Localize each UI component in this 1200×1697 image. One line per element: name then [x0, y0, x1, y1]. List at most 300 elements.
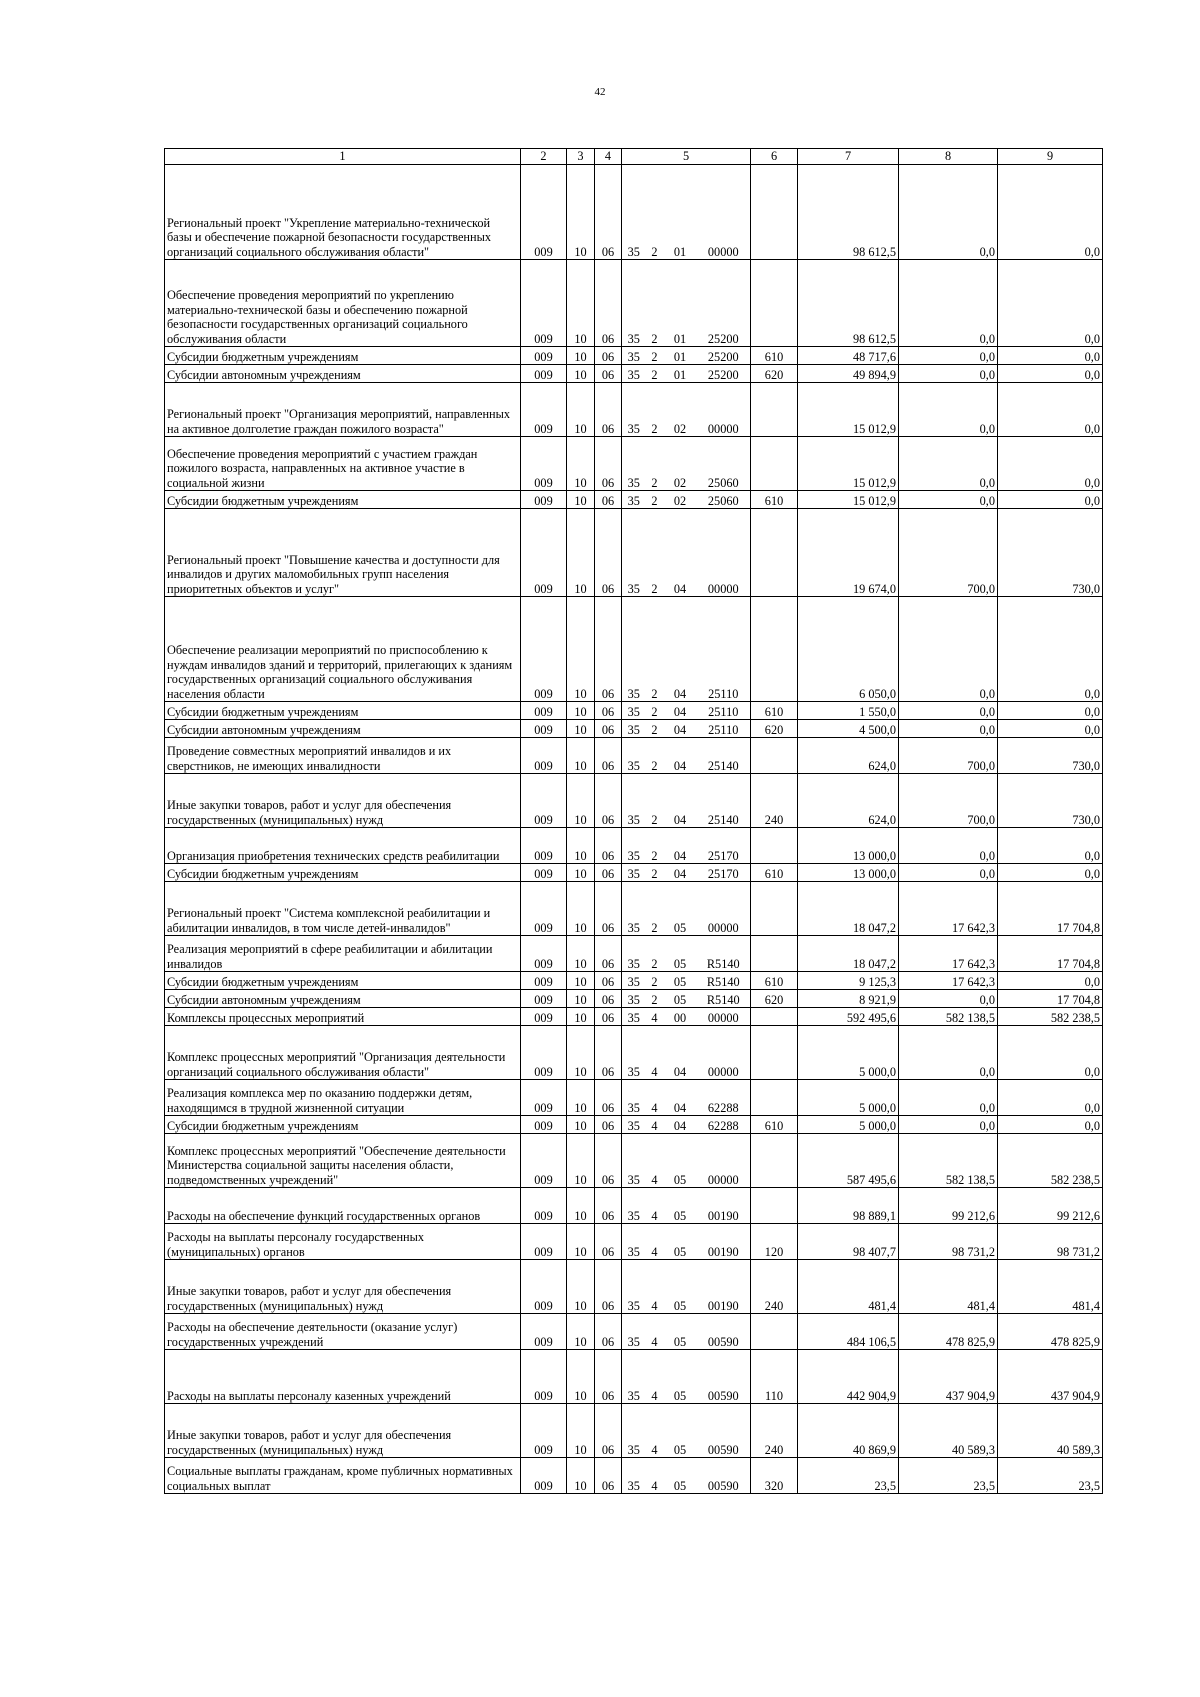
target-subtype-code: 04	[664, 738, 697, 774]
target-direction-code: 25200	[697, 365, 751, 383]
amount-year3: 730,0	[998, 774, 1103, 828]
target-subtype-code: 05	[664, 1314, 697, 1350]
expense-type-code	[751, 509, 798, 597]
header-cell: 9	[998, 149, 1103, 165]
target-program-code: 35	[622, 1314, 646, 1350]
section-code: 10	[567, 702, 595, 720]
expense-type-code: 610	[751, 1116, 798, 1134]
amount-year1: 23,5	[798, 1458, 899, 1494]
section-code: 10	[567, 347, 595, 365]
amount-year3: 17 704,8	[998, 990, 1103, 1008]
target-program-code: 35	[622, 990, 646, 1008]
target-subtype-code: 05	[664, 1224, 697, 1260]
expense-type-code: 610	[751, 864, 798, 882]
table-row	[165, 738, 1103, 774]
subsection-code: 06	[595, 383, 622, 437]
amount-year1: 5 000,0	[798, 1026, 899, 1080]
target-subtype-code: 00	[664, 1008, 697, 1026]
target-program-code: 35	[622, 437, 646, 491]
section-code: 10	[567, 1350, 595, 1404]
expense-type-code	[751, 1080, 798, 1116]
grbs-code: 009	[521, 864, 567, 882]
table-body	[165, 165, 1103, 1494]
subsection-code: 06	[595, 509, 622, 597]
target-direction-code: 25200	[697, 347, 751, 365]
amount-year2: 0,0	[899, 1116, 998, 1134]
amount-year1: 98 889,1	[798, 1188, 899, 1224]
target-direction-code: 00590	[697, 1314, 751, 1350]
amount-year1: 19 674,0	[798, 509, 899, 597]
header-cell: 3	[567, 149, 595, 165]
target-direction-code: 62288	[697, 1116, 751, 1134]
target-subtype-code: 04	[664, 720, 697, 738]
header-cell: 6	[751, 149, 798, 165]
amount-year2: 437 904,9	[899, 1350, 998, 1404]
target-subtype-code: 05	[664, 882, 697, 936]
target-program-code: 35	[622, 828, 646, 864]
amount-year2: 478 825,9	[899, 1314, 998, 1350]
expense-type-code: 610	[751, 972, 798, 990]
amount-year2: 700,0	[899, 738, 998, 774]
section-code: 10	[567, 864, 595, 882]
target-direction-code: 00000	[697, 383, 751, 437]
row-name: Социальные выплаты гражданам, кроме публичных нормативных социальных выплат	[165, 1458, 521, 1494]
target-subtype-code: 01	[664, 365, 697, 383]
target-program-code: 35	[622, 509, 646, 597]
target-direction-code: 00000	[697, 1134, 751, 1188]
table-row	[165, 1008, 1103, 1026]
expense-type-code	[751, 828, 798, 864]
amount-year1: 98 407,7	[798, 1224, 899, 1260]
grbs-code: 009	[521, 165, 567, 260]
expense-type-code: 620	[751, 990, 798, 1008]
row-name: Реализация комплекса мер по оказанию поддержки детям, находящимся в трудной жизненной ситуации	[165, 1080, 521, 1116]
amount-year1: 98 612,5	[798, 165, 899, 260]
target-subtype-code: 05	[664, 936, 697, 972]
row-name: Комплекс процессных мероприятий "Обеспечение деятельности Министерства социальной защиты населения области, подведомственных учреждений"	[165, 1134, 521, 1188]
section-code: 10	[567, 1116, 595, 1134]
expense-type-code	[751, 437, 798, 491]
amount-year1: 13 000,0	[798, 828, 899, 864]
grbs-code: 009	[521, 828, 567, 864]
amount-year1: 624,0	[798, 738, 899, 774]
target-program-code: 35	[622, 365, 646, 383]
target-subtype-code: 04	[664, 774, 697, 828]
target-subtype-code: 01	[664, 347, 697, 365]
budget-table	[164, 148, 1103, 1494]
target-program-code: 35	[622, 1224, 646, 1260]
subsection-code: 06	[595, 437, 622, 491]
expense-type-code	[751, 882, 798, 936]
amount-year2: 582 138,5	[899, 1008, 998, 1026]
section-code: 10	[567, 738, 595, 774]
amount-year3: 437 904,9	[998, 1350, 1103, 1404]
target-program-code: 35	[622, 1260, 646, 1314]
row-name: Расходы на выплаты персоналу казенных учреждений	[165, 1350, 521, 1404]
row-name: Субсидии бюджетным учреждениям	[165, 347, 521, 365]
target-subtype-code: 01	[664, 260, 697, 347]
table-row	[165, 774, 1103, 828]
section-code: 10	[567, 383, 595, 437]
amount-year3: 17 704,8	[998, 936, 1103, 972]
target-program-code: 35	[622, 1404, 646, 1458]
table-row	[165, 936, 1103, 972]
subsection-code: 06	[595, 1404, 622, 1458]
expense-type-code: 240	[751, 1404, 798, 1458]
amount-year2: 0,0	[899, 702, 998, 720]
grbs-code: 009	[521, 1188, 567, 1224]
header-cell: 2	[521, 149, 567, 165]
subsection-code: 06	[595, 720, 622, 738]
amount-year2: 0,0	[899, 864, 998, 882]
target-subtype-code: 02	[664, 383, 697, 437]
subsection-code: 06	[595, 347, 622, 365]
amount-year2: 0,0	[899, 347, 998, 365]
target-subtype-code: 05	[664, 990, 697, 1008]
table-row	[165, 347, 1103, 365]
target-type-code: 4	[646, 1134, 664, 1188]
amount-year3: 0,0	[998, 864, 1103, 882]
amount-year1: 18 047,2	[798, 936, 899, 972]
subsection-code: 06	[595, 702, 622, 720]
target-program-code: 35	[622, 882, 646, 936]
target-program-code: 35	[622, 1458, 646, 1494]
row-name: Субсидии бюджетным учреждениям	[165, 491, 521, 509]
subsection-code: 06	[595, 972, 622, 990]
target-subtype-code: 04	[664, 828, 697, 864]
row-name: Субсидии автономным учреждениям	[165, 720, 521, 738]
target-subtype-code: 04	[664, 1116, 697, 1134]
target-subtype-code: 02	[664, 491, 697, 509]
target-type-code: 4	[646, 1224, 664, 1260]
grbs-code: 009	[521, 1458, 567, 1494]
target-direction-code: 00000	[697, 882, 751, 936]
table-row	[165, 1314, 1103, 1350]
subsection-code: 06	[595, 260, 622, 347]
section-code: 10	[567, 597, 595, 702]
row-name: Субсидии бюджетным учреждениям	[165, 972, 521, 990]
table-row	[165, 383, 1103, 437]
target-subtype-code: 04	[664, 864, 697, 882]
expense-type-code	[751, 1314, 798, 1350]
target-type-code: 4	[646, 1458, 664, 1494]
section-code: 10	[567, 828, 595, 864]
grbs-code: 009	[521, 1026, 567, 1080]
expense-type-code: 240	[751, 774, 798, 828]
target-direction-code: 00000	[697, 509, 751, 597]
expense-type-code	[751, 936, 798, 972]
grbs-code: 009	[521, 1314, 567, 1350]
expense-type-code: 610	[751, 702, 798, 720]
grbs-code: 009	[521, 1080, 567, 1116]
section-code: 10	[567, 1224, 595, 1260]
amount-year2: 23,5	[899, 1458, 998, 1494]
amount-year3: 0,0	[998, 1080, 1103, 1116]
amount-year3: 23,5	[998, 1458, 1103, 1494]
table-row	[165, 990, 1103, 1008]
section-code: 10	[567, 882, 595, 936]
amount-year3: 0,0	[998, 165, 1103, 260]
target-subtype-code: 05	[664, 1350, 697, 1404]
target-type-code: 2	[646, 990, 664, 1008]
grbs-code: 009	[521, 1116, 567, 1134]
expense-type-code: 320	[751, 1458, 798, 1494]
section-code: 10	[567, 936, 595, 972]
amount-year2: 0,0	[899, 828, 998, 864]
target-direction-code: 25060	[697, 437, 751, 491]
expense-type-code	[751, 738, 798, 774]
target-subtype-code: 05	[664, 1404, 697, 1458]
target-direction-code: 00000	[697, 165, 751, 260]
amount-year1: 481,4	[798, 1260, 899, 1314]
row-name: Иные закупки товаров, работ и услуг для обеспечения государственных (муниципальных) нужд	[165, 774, 521, 828]
section-code: 10	[567, 1404, 595, 1458]
amount-year2: 17 642,3	[899, 936, 998, 972]
row-name: Расходы на обеспечение функций государственных органов	[165, 1188, 521, 1224]
amount-year3: 0,0	[998, 260, 1103, 347]
subsection-code: 06	[595, 1224, 622, 1260]
target-type-code: 2	[646, 882, 664, 936]
subsection-code: 06	[595, 1134, 622, 1188]
amount-year2: 0,0	[899, 365, 998, 383]
grbs-code: 009	[521, 882, 567, 936]
amount-year1: 442 904,9	[798, 1350, 899, 1404]
subsection-code: 06	[595, 738, 622, 774]
section-code: 10	[567, 509, 595, 597]
grbs-code: 009	[521, 774, 567, 828]
grbs-code: 009	[521, 1350, 567, 1404]
row-name: Региональный проект "Система комплексной реабилитации и абилитации инвалидов, в том числе детей-инвалидов"	[165, 882, 521, 936]
grbs-code: 009	[521, 720, 567, 738]
target-type-code: 2	[646, 347, 664, 365]
table-row	[165, 1188, 1103, 1224]
amount-year2: 40 589,3	[899, 1404, 998, 1458]
target-type-code: 4	[646, 1116, 664, 1134]
subsection-code: 06	[595, 882, 622, 936]
target-program-code: 35	[622, 1026, 646, 1080]
page-number: 42	[594, 86, 606, 98]
target-subtype-code: 05	[664, 1260, 697, 1314]
target-subtype-code: 04	[664, 1080, 697, 1116]
target-direction-code: 25170	[697, 864, 751, 882]
grbs-code: 009	[521, 738, 567, 774]
target-subtype-code: 04	[664, 1026, 697, 1080]
amount-year1: 49 894,9	[798, 365, 899, 383]
subsection-code: 06	[595, 1188, 622, 1224]
target-direction-code: R5140	[697, 972, 751, 990]
target-type-code: 4	[646, 1260, 664, 1314]
row-name: Комплексы процессных мероприятий	[165, 1008, 521, 1026]
row-name: Обеспечение реализации мероприятий по приспособлению к нуждам инвалидов зданий и территорий, прилегающих к зданиям государственных организаций социального обслуживания населения области	[165, 597, 521, 702]
target-direction-code: 00590	[697, 1458, 751, 1494]
table-row	[165, 1404, 1103, 1458]
grbs-code: 009	[521, 936, 567, 972]
target-type-code: 2	[646, 972, 664, 990]
target-type-code: 4	[646, 1008, 664, 1026]
subsection-code: 06	[595, 597, 622, 702]
target-direction-code: 00590	[697, 1350, 751, 1404]
grbs-code: 009	[521, 491, 567, 509]
target-program-code: 35	[622, 702, 646, 720]
amount-year3: 0,0	[998, 1026, 1103, 1080]
amount-year2: 0,0	[899, 260, 998, 347]
target-type-code: 2	[646, 828, 664, 864]
section-code: 10	[567, 1008, 595, 1026]
target-type-code: 2	[646, 383, 664, 437]
target-type-code: 2	[646, 864, 664, 882]
subsection-code: 06	[595, 1026, 622, 1080]
row-name: Субсидии автономным учреждениям	[165, 990, 521, 1008]
target-direction-code: 25170	[697, 828, 751, 864]
amount-year2: 99 212,6	[899, 1188, 998, 1224]
row-name: Организация приобретения технических средств реабилитации	[165, 828, 521, 864]
grbs-code: 009	[521, 1260, 567, 1314]
grbs-code: 009	[521, 1224, 567, 1260]
subsection-code: 06	[595, 828, 622, 864]
row-name: Региональный проект "Организация мероприятий, направленных на активное долголетие граждан пожилого возраста"	[165, 383, 521, 437]
table-row	[165, 491, 1103, 509]
target-direction-code: 25060	[697, 491, 751, 509]
amount-year1: 624,0	[798, 774, 899, 828]
header-cell: 4	[595, 149, 622, 165]
amount-year1: 5 000,0	[798, 1080, 899, 1116]
amount-year2: 700,0	[899, 509, 998, 597]
target-direction-code: 25110	[697, 597, 751, 702]
amount-year1: 484 106,5	[798, 1314, 899, 1350]
target-type-code: 4	[646, 1080, 664, 1116]
subsection-code: 06	[595, 774, 622, 828]
section-code: 10	[567, 774, 595, 828]
amount-year1: 8 921,9	[798, 990, 899, 1008]
target-program-code: 35	[622, 1134, 646, 1188]
grbs-code: 009	[521, 260, 567, 347]
grbs-code: 009	[521, 347, 567, 365]
row-name: Региональный проект "Укрепление материально-технической базы и обеспечение пожарной безопасности государственных организаций социального обслуживания области"	[165, 165, 521, 260]
table-row	[165, 1458, 1103, 1494]
table-row	[165, 509, 1103, 597]
subsection-code: 06	[595, 990, 622, 1008]
amount-year2: 582 138,5	[899, 1134, 998, 1188]
amount-year2: 0,0	[899, 720, 998, 738]
row-name: Региональный проект "Повышение качества и доступности для инвалидов и других маломобильных групп населения приоритетных объектов и услуг"	[165, 509, 521, 597]
target-direction-code: 25140	[697, 774, 751, 828]
amount-year3: 582 238,5	[998, 1008, 1103, 1026]
target-direction-code: 00190	[697, 1188, 751, 1224]
amount-year3: 99 212,6	[998, 1188, 1103, 1224]
expense-type-code: 610	[751, 347, 798, 365]
target-program-code: 35	[622, 936, 646, 972]
target-program-code: 35	[622, 165, 646, 260]
expense-type-code: 620	[751, 720, 798, 738]
target-type-code: 2	[646, 702, 664, 720]
target-type-code: 2	[646, 437, 664, 491]
row-name: Субсидии бюджетным учреждениям	[165, 702, 521, 720]
table-row	[165, 1224, 1103, 1260]
amount-year2: 0,0	[899, 165, 998, 260]
header-cell: 1	[165, 149, 521, 165]
amount-year3: 0,0	[998, 720, 1103, 738]
amount-year1: 1 550,0	[798, 702, 899, 720]
target-program-code: 35	[622, 260, 646, 347]
subsection-code: 06	[595, 936, 622, 972]
target-direction-code: 00190	[697, 1224, 751, 1260]
target-direction-code: 00000	[697, 1026, 751, 1080]
table-row	[165, 365, 1103, 383]
target-program-code: 35	[622, 347, 646, 365]
amount-year1: 13 000,0	[798, 864, 899, 882]
section-code: 10	[567, 1314, 595, 1350]
table-row	[165, 1080, 1103, 1116]
amount-year2: 17 642,3	[899, 882, 998, 936]
header-row	[165, 149, 1103, 165]
section-code: 10	[567, 1260, 595, 1314]
row-name: Субсидии автономным учреждениям	[165, 365, 521, 383]
amount-year2: 0,0	[899, 491, 998, 509]
expense-type-code	[751, 1008, 798, 1026]
table-row	[165, 260, 1103, 347]
grbs-code: 009	[521, 383, 567, 437]
section-code: 10	[567, 720, 595, 738]
section-code: 10	[567, 1458, 595, 1494]
subsection-code: 06	[595, 1260, 622, 1314]
target-subtype-code: 05	[664, 1458, 697, 1494]
target-type-code: 4	[646, 1188, 664, 1224]
section-code: 10	[567, 990, 595, 1008]
amount-year1: 40 869,9	[798, 1404, 899, 1458]
grbs-code: 009	[521, 509, 567, 597]
table-row	[165, 597, 1103, 702]
table-row	[165, 882, 1103, 936]
grbs-code: 009	[521, 972, 567, 990]
target-type-code: 4	[646, 1026, 664, 1080]
subsection-code: 06	[595, 491, 622, 509]
amount-year1: 5 000,0	[798, 1116, 899, 1134]
amount-year2: 0,0	[899, 597, 998, 702]
target-direction-code: R5140	[697, 936, 751, 972]
target-subtype-code: 04	[664, 702, 697, 720]
amount-year3: 0,0	[998, 491, 1103, 509]
subsection-code: 06	[595, 864, 622, 882]
expense-type-code	[751, 383, 798, 437]
target-type-code: 4	[646, 1404, 664, 1458]
grbs-code: 009	[521, 1134, 567, 1188]
target-program-code: 35	[622, 720, 646, 738]
target-type-code: 2	[646, 936, 664, 972]
subsection-code: 06	[595, 1008, 622, 1026]
subsection-code: 06	[595, 1314, 622, 1350]
target-subtype-code: 04	[664, 597, 697, 702]
target-subtype-code: 04	[664, 509, 697, 597]
target-type-code: 2	[646, 597, 664, 702]
amount-year1: 98 612,5	[798, 260, 899, 347]
amount-year3: 0,0	[998, 972, 1103, 990]
amount-year3: 0,0	[998, 437, 1103, 491]
target-program-code: 35	[622, 1350, 646, 1404]
grbs-code: 009	[521, 702, 567, 720]
target-direction-code: R5140	[697, 990, 751, 1008]
target-type-code: 2	[646, 509, 664, 597]
amount-year1: 9 125,3	[798, 972, 899, 990]
target-program-code: 35	[622, 1188, 646, 1224]
target-type-code: 4	[646, 1314, 664, 1350]
target-program-code: 35	[622, 491, 646, 509]
table-row	[165, 1260, 1103, 1314]
expense-type-code: 610	[751, 491, 798, 509]
target-type-code: 2	[646, 738, 664, 774]
table-row	[165, 1134, 1103, 1188]
target-direction-code: 00190	[697, 1260, 751, 1314]
target-program-code: 35	[622, 738, 646, 774]
